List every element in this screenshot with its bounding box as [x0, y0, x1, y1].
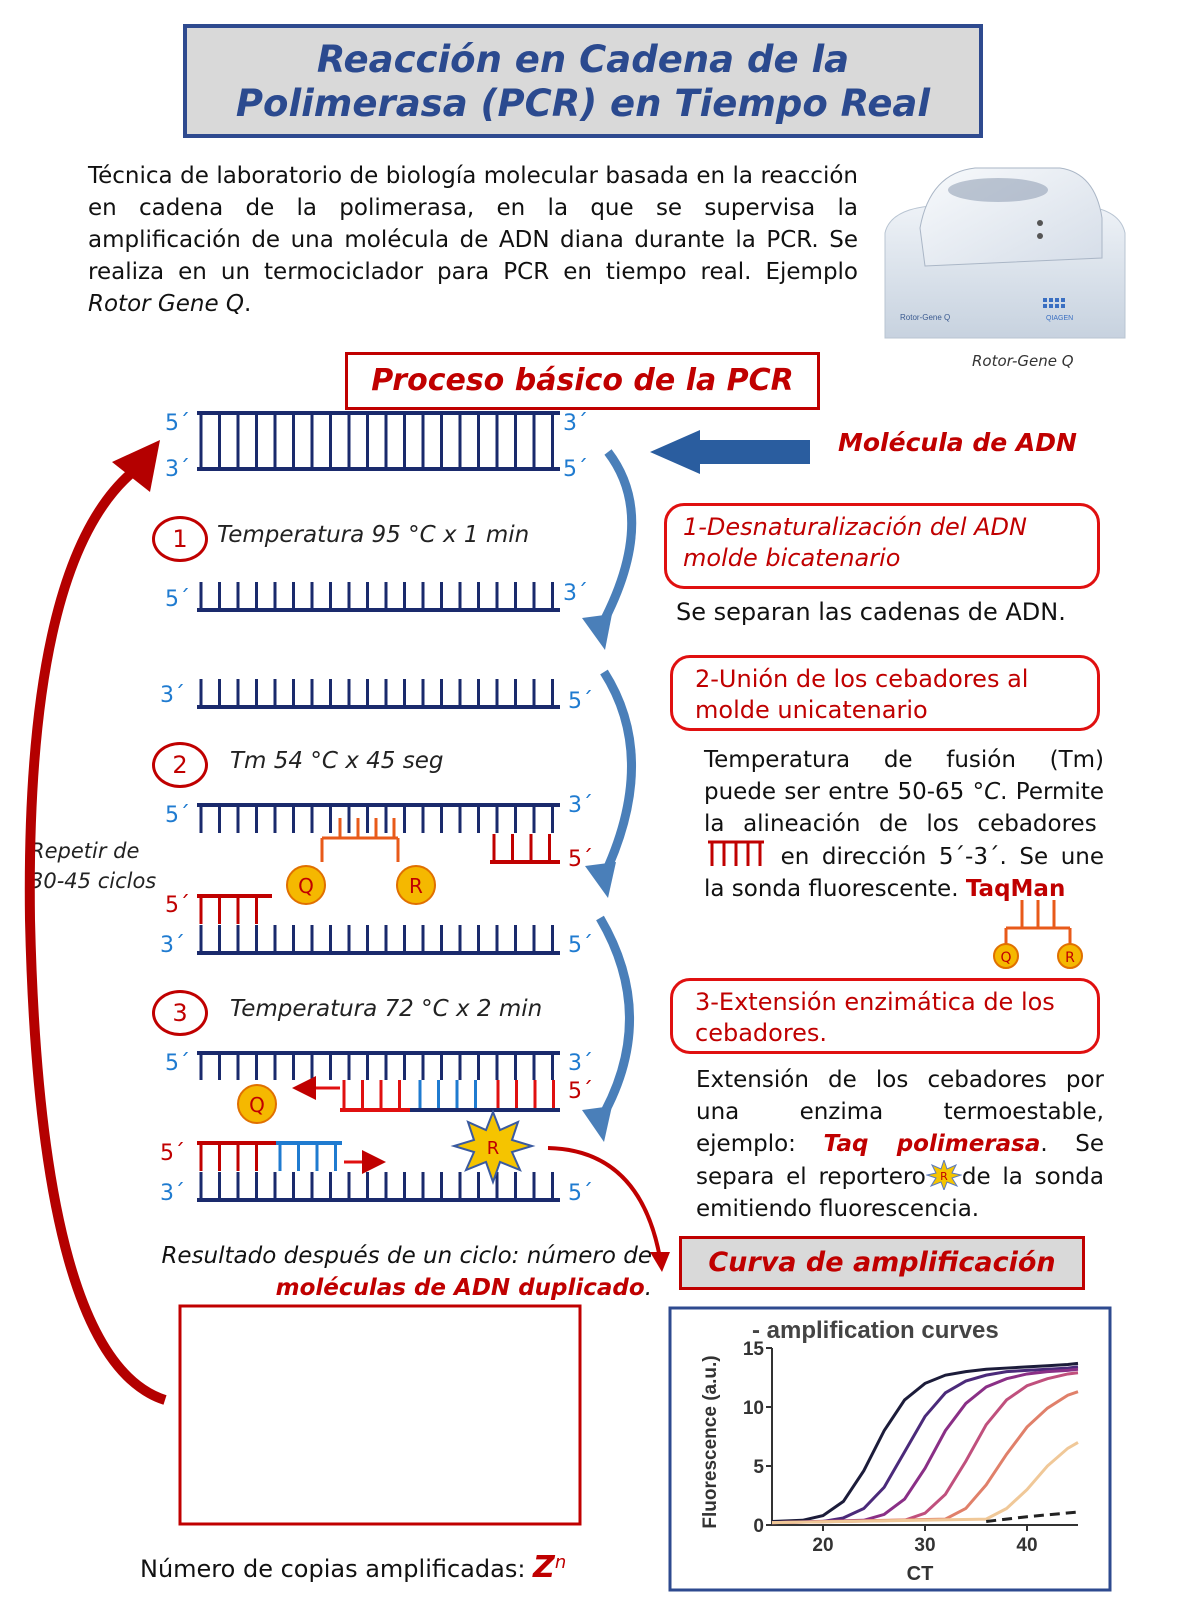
- curved-arrow-icon: [598, 452, 632, 632]
- to-curve-arrow-icon: [548, 1148, 660, 1258]
- amplification-chart: [670, 1308, 1110, 1590]
- copies-n: n: [554, 1552, 567, 1573]
- step3-box: 3-Extensión enzimática de los cebadores.: [670, 978, 1100, 1054]
- chart-frame: [670, 1308, 1110, 1590]
- step3-desc-part2: Se separa el reportero: [696, 1131, 1105, 1190]
- intro-end: .: [244, 291, 252, 317]
- chart-y-tick-label: 5: [753, 1457, 764, 1478]
- copies-label: Número de copias amplificadas:: [140, 1555, 534, 1583]
- step3-temp: Temperatura 72 °C x 2 min: [230, 996, 543, 1022]
- chart-y-tick-label: 15: [742, 1339, 764, 1360]
- curve-title: Curva de amplificación: [679, 1236, 1085, 1290]
- molecule-label: Molécula de ADN: [838, 428, 1077, 457]
- taqman-q: Q: [1000, 950, 1012, 966]
- chart-x-tick-label: 40: [1016, 1535, 1038, 1556]
- result-box: [180, 1306, 580, 1524]
- curved-arrow-icon: [598, 918, 630, 1124]
- chart-y-tick-label: 0: [753, 1516, 764, 1537]
- strand-end-label: 5´: [165, 893, 190, 918]
- quencher-free-q: Q: [249, 1093, 265, 1117]
- taqman-label: TaqMan: [965, 876, 1066, 902]
- strand-end-label: 3´: [160, 933, 185, 958]
- reporter-r: R: [409, 874, 423, 898]
- device-brand: QIAGEN: [1046, 315, 1074, 322]
- strand-end-label: 3´: [568, 1051, 593, 1076]
- quencher-q: Q: [298, 874, 314, 898]
- title-line-1: Reacción en Cadena de la: [316, 38, 850, 81]
- step3-desc-part1: Extensión de los cebadores por una enzima termoestable, ejemplo:: [696, 1067, 1104, 1157]
- intro-example: Rotor Gene Q: [88, 291, 245, 317]
- strand-end-label: 5´: [165, 587, 190, 612]
- step1-desc: Se separan las cadenas de ADN.: [676, 598, 1066, 626]
- strand-end-label: 3´: [165, 457, 190, 482]
- enzyme-label: Taq polimerasa: [823, 1131, 1041, 1157]
- step2-desc-part2: . Permite la alineación de los cebadores: [704, 779, 1104, 837]
- strand-end-label: 3´: [568, 793, 593, 818]
- reporter-burst-free-r: R: [486, 1138, 500, 1159]
- strand-end-label: 5´: [165, 1051, 190, 1076]
- step3-desc-part3: de la sonda emitiendo fluorescencia.: [696, 1164, 1104, 1222]
- step1-temp: Temperatura 95 °C x 1 min: [217, 522, 530, 548]
- repeat-cycle-arrow-icon: [30, 470, 165, 1400]
- title-line-2: Polimerasa (PCR) en Tiempo Real: [235, 82, 931, 125]
- to-curve-arrowhead-icon: [650, 1252, 670, 1272]
- step3-number: 3: [152, 990, 208, 1036]
- result-text-2: .: [644, 1275, 652, 1301]
- reporter-burst-r: R: [940, 1170, 948, 1183]
- device-label: Rotor-Gene Q: [900, 313, 951, 322]
- chart-xlabel: CT: [906, 1563, 934, 1585]
- curved-arrow-icon: [602, 672, 632, 880]
- result-text-1: Resultado después de un ciclo: número de: [161, 1243, 652, 1269]
- strand-end-label: 5´: [568, 933, 593, 958]
- strand-end-label: 3´: [563, 411, 588, 436]
- input-arrow-icon: [650, 430, 810, 474]
- repeat-label: Repetir de 30-45 ciclos: [30, 839, 157, 893]
- copies-z: Z: [533, 1550, 555, 1585]
- process-title: Proceso básico de la PCR: [345, 352, 820, 410]
- step2-temp: Tm 54 °C x 45 seg: [230, 748, 444, 774]
- step2-desc-unit: °C: [972, 779, 1001, 805]
- end-labels: [160, 411, 593, 1206]
- strand-end-label: 5´: [165, 803, 190, 828]
- strand-end-label: 3´: [160, 683, 185, 708]
- taqman-r: R: [1065, 950, 1075, 966]
- chart-x-tick-label: 20: [812, 1535, 834, 1556]
- strand-end-label: 3´: [563, 581, 588, 606]
- strand-end-label: 5´: [165, 411, 190, 436]
- chart-x-tick-label: 30: [914, 1535, 936, 1556]
- strand-end-label: 5´: [568, 1079, 593, 1104]
- step1-box: 1-Desnaturalización del ADN molde bicatenario: [664, 503, 1100, 589]
- chart-ylabel: Fluorescence (a.u.): [700, 1355, 721, 1529]
- strand-end-label: 5´: [568, 847, 593, 872]
- step1-number: 1: [152, 516, 208, 562]
- chart-y-tick-label: 10: [742, 1398, 764, 1419]
- intro-text: Técnica de laboratorio de biología molecular basada en la reacción en cadena de la polimerasa, en la que se supervisa la amplificación de una molécula de ADN diana durante la PCR. Se realiza en un termociclador para PCR en tiempo real. Ejemplo: [88, 163, 858, 285]
- curved-arrow-head-icon: [582, 1106, 612, 1142]
- strand-end-label: 5´: [563, 457, 588, 482]
- step2-desc-part1: Temperatura de fusión (Tm) puede ser entre 50-65: [704, 747, 1104, 805]
- strand-end-label: 5´: [568, 689, 593, 714]
- chart-title: - amplification curves: [752, 1317, 999, 1344]
- result-bold: moléculas de ADN duplicado: [275, 1275, 645, 1301]
- step2-box: 2-Unión de los cebadores al molde unicatenario: [670, 655, 1100, 731]
- strand-end-label: 3´: [160, 1181, 185, 1206]
- step3-desc: Extensión de los cebadores por una enzima termoestable, ejemplo: Taq polimerasa. Se separa el reportero R de la sonda emitiendo fluorescencia.: [696, 1067, 1105, 1222]
- strand-end-label: 5´: [160, 1141, 185, 1166]
- step2-desc-part3: en dirección 5´-3´. Se une la sonda fluorescente.: [704, 844, 1105, 902]
- device-caption: Rotor-Gene Q: [972, 352, 1074, 370]
- step2-number: 2: [152, 742, 208, 788]
- curved-arrow-head-icon: [582, 614, 612, 650]
- strand-end-label: 5´: [568, 1181, 593, 1206]
